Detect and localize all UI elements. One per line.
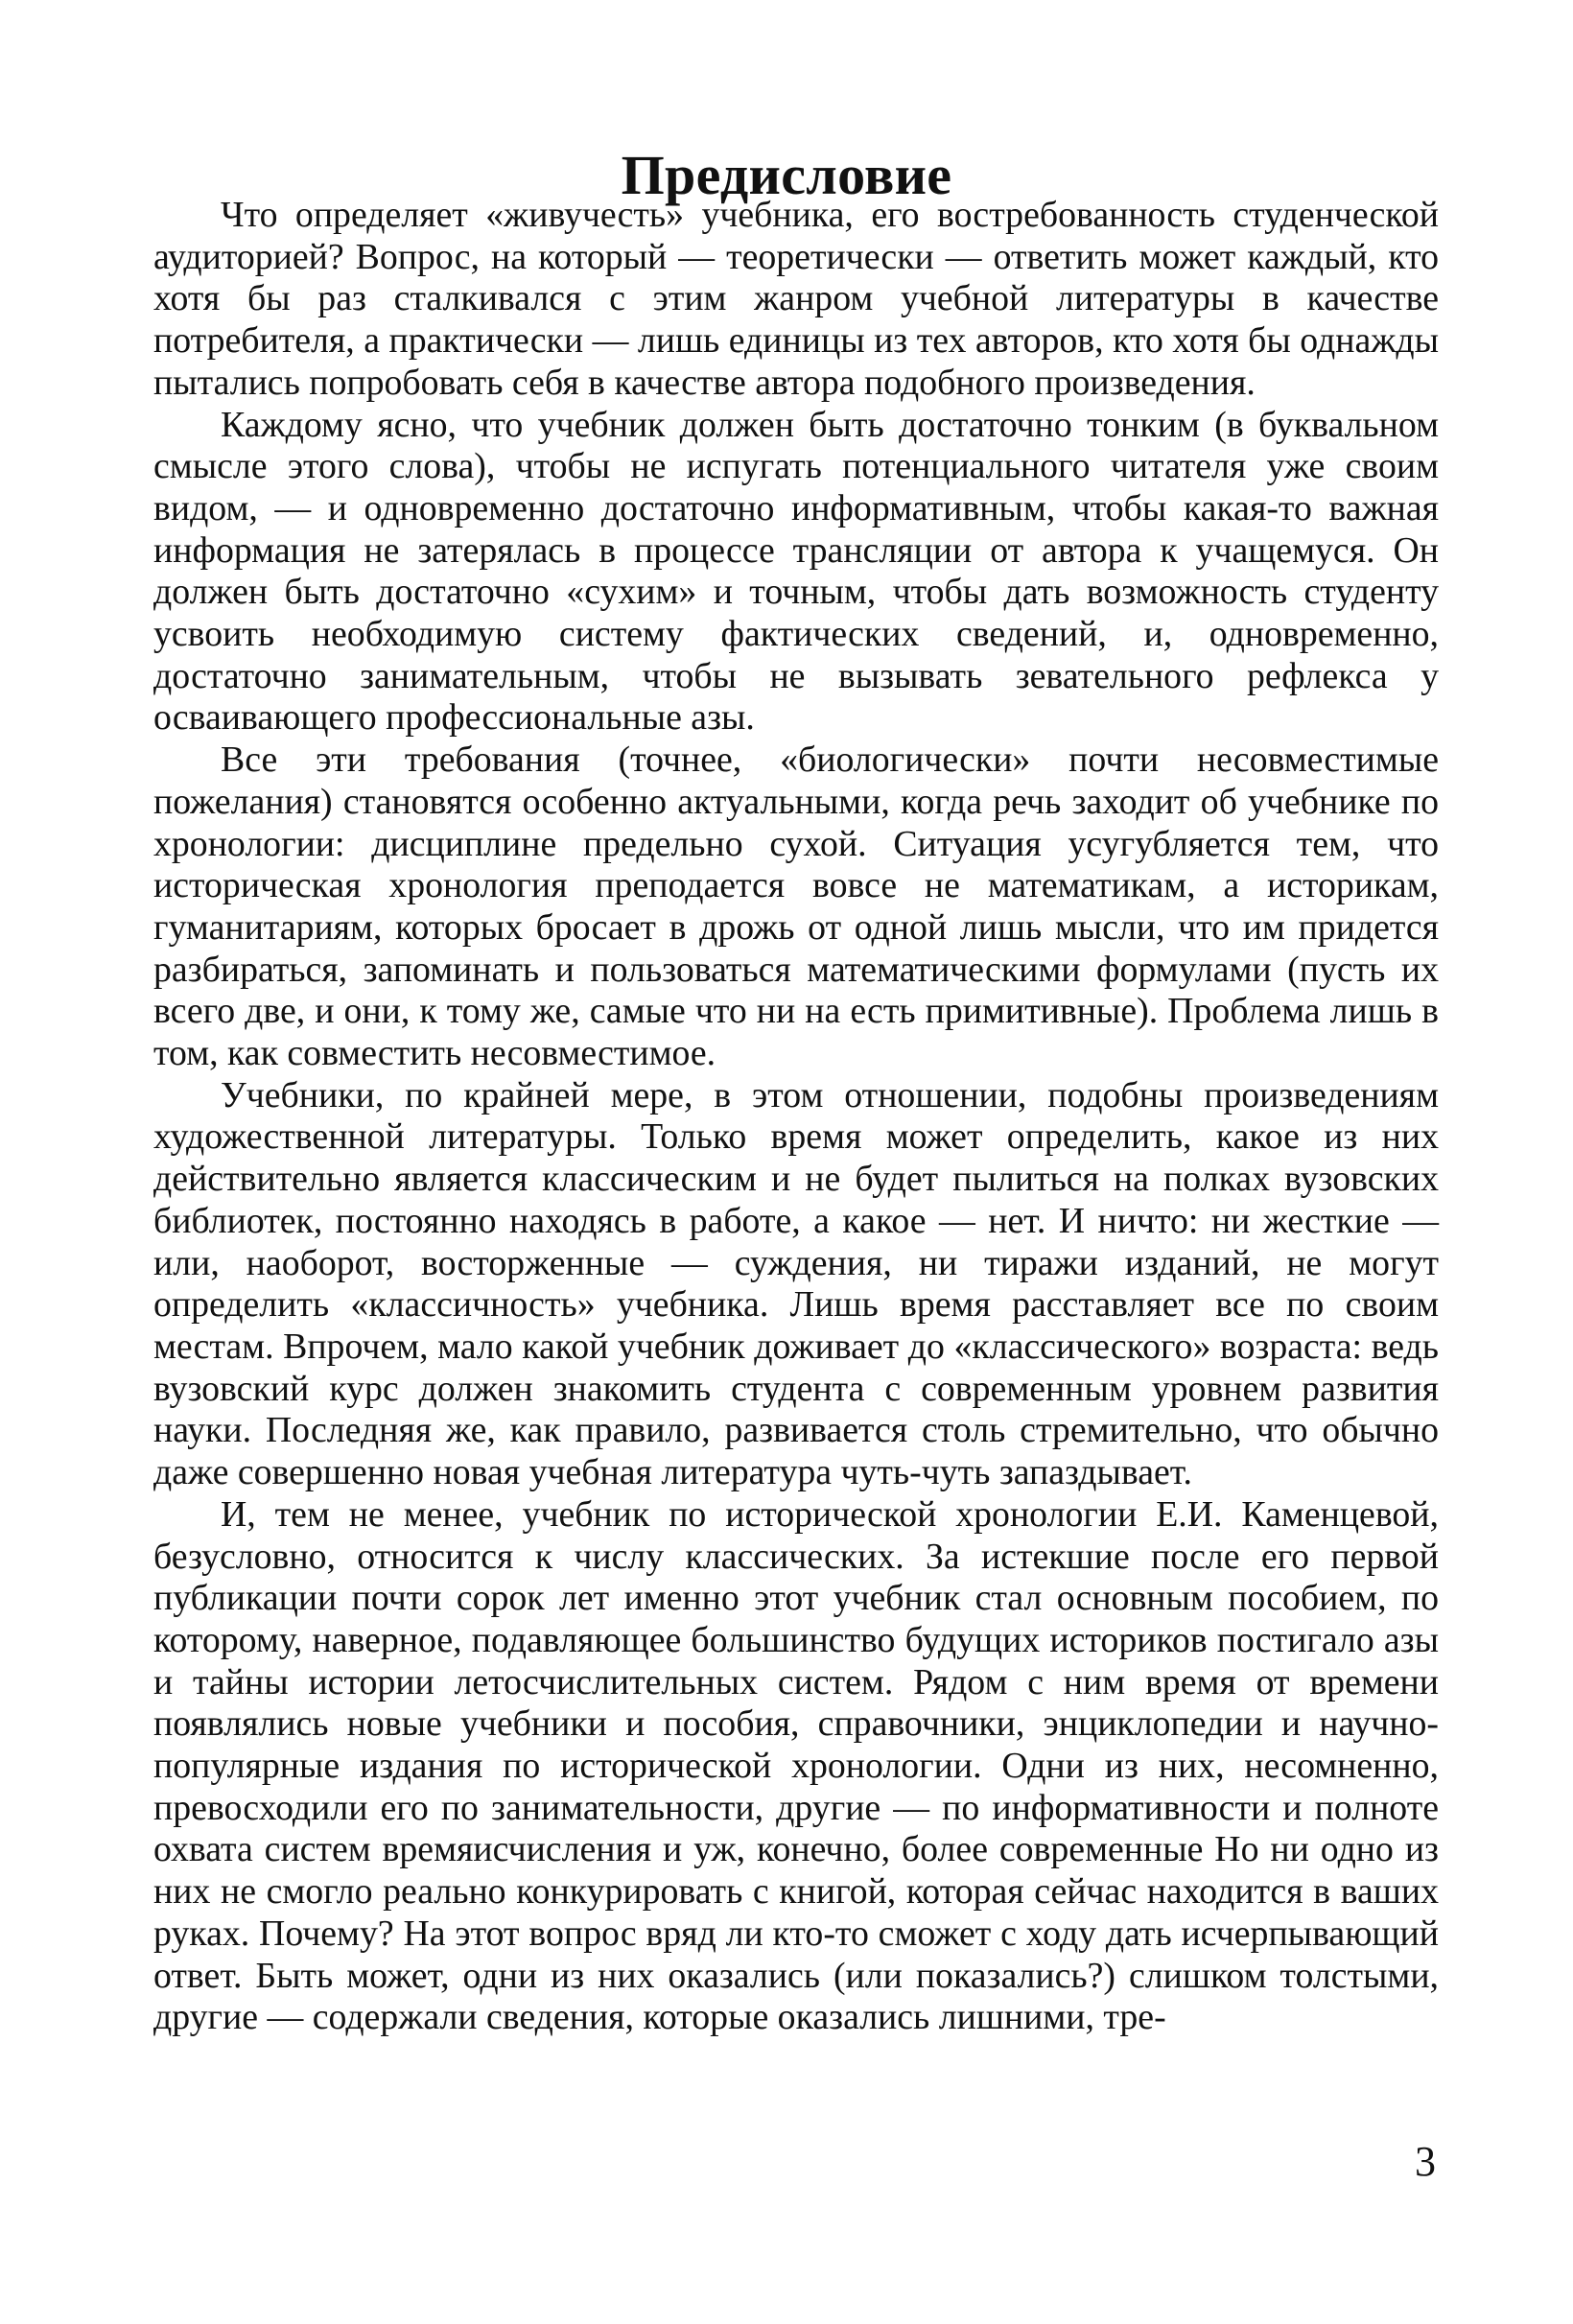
page-number: 3 (1415, 2138, 1436, 2185)
paragraph-2: Каждому ясно, что учебник должен быть достаточно тонким (в буквальном смысле этого слова), чтобы не испугать потенциального читателя уже своим видом, — и одновременно достаточно информативным, чтобы какая-то важная информация не затерялась в процессе трансляции от автора к учащемуся. Он должен быть достаточно «сухим» и точным, чтобы дать возможность студенту усвоить необходимую систему фактических сведений, и, одновременно, достаточно занимательным, чтобы не вызывать зевательного рефлекса у осваивающего профессиональные азы. (153, 404, 1439, 739)
paragraph-5: И, тем не менее, учебник по исторической хронологии Е.И. Каменцевой, безусловно, относится к числу классических. За истекшие после его первой публикации почти сорок лет именно этот учебник стал основным пособием, по которому, наверное, подавляющее большинство будущих историков постигало азы и тайны истории летосчислительных систем. Рядом с ним время от времени появлялись новые учебники и пособия, справочники, энциклопедии и научно-популярные издания по исторической хронологии. Одни из них, несомненно, превосходили его по занимательности, другие — по информативности и полноте охвата систем времяисчисления и уж, конечно, более современные Но ни одно из них не смогло реально конкурировать с книгой, которая сейчас находится в ваших руках. Почему? На этот вопрос вряд ли кто-то сможет с ходу дать исчерпывающий ответ. Быть может, одни из них оказались (или показались?) слишком толстыми, другие — содержали сведения, которые оказались лишними, тре- (153, 1493, 1439, 2038)
paragraph-4: Учебники, по крайней мере, в этом отношении, подобны произведениям художественной литературы. Только время может определить, какое из них действительно является классическим и не будет пылиться на полках вузовских библиотек, постоянно находясь в работе, а какое — нет. И ничто: ни жесткие — или, наоборот, восторженные — суждения, ни тиражи изданий, не могут определить «классичность» учебника. Лишь время расставляет все по своим местам. Впрочем, мало какой учебник доживает до «классического» возраста: ведь вузовский курс должен знакомить студента с современным уровнем развития науки. Последняя же, как правило, развивается столь стремительно, что обычно даже совершенно новая учебная литература чуть-чуть запаздывает. (153, 1074, 1439, 1493)
paragraph-1: Что определяет «живучесть» учебника, его востребованность студенческой аудиторией? Вопрос, на который — теоретически — ответить может каждый, кто хотя бы раз сталкивался с этим жанром учебной литературы в качестве потребителя, а практически — лишь единицы из тех авторов, кто хотя бы однажды пытались попробовать себя в качестве автора подобного произведения. (153, 195, 1439, 403)
paragraph-3: Все эти требования (точнее, «биологически» почти несовместимые пожелания) становятся особенно актуальными, когда речь заходит об учебнике по хронологии: дисциплине предельно сухой. Ситуация усугубляется тем, что историческая хронология преподается вовсе не математикам, а историкам, гуманитариям, которых бросает в дрожь от одной лишь мысли, что им придется разбираться, запоминать и пользоваться математическими формулами (пусть их всего две, и они, к тому же, самые что ни на есть примитивные). Проблема лишь в том, как совместить несовместимое. (153, 739, 1439, 1074)
body-text (153, 195, 1439, 2039)
page-title: Предисловие (621, 143, 952, 206)
